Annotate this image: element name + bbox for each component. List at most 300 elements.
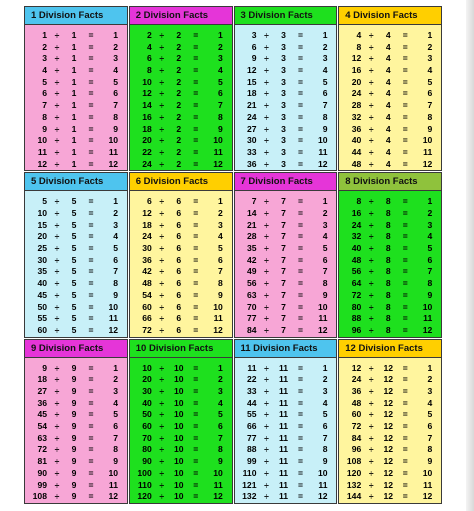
quotient: 11 xyxy=(318,146,328,157)
panel-title: 3 Division Facts xyxy=(235,7,337,25)
divisor: 10 xyxy=(173,479,184,490)
fact-row xyxy=(339,147,441,159)
equals-sign: = xyxy=(193,243,199,254)
quotient: 10 xyxy=(317,301,328,312)
divide-sign: ÷ xyxy=(159,76,165,87)
equals-sign: = xyxy=(88,219,94,230)
dividend: 20 xyxy=(142,374,152,385)
equals-sign: = xyxy=(297,289,304,300)
quotient: 3 xyxy=(427,386,433,397)
equals-sign: = xyxy=(402,491,408,502)
division-panel-1 xyxy=(24,6,128,171)
divide-sign: ÷ xyxy=(54,289,60,300)
divide-sign: ÷ xyxy=(159,289,165,300)
dividend: 77 xyxy=(246,432,257,443)
divisor: 8 xyxy=(385,231,391,242)
divide-sign: ÷ xyxy=(264,196,269,207)
divide-sign: ÷ xyxy=(368,432,374,443)
quotient: 1 xyxy=(322,362,328,373)
equals-sign: = xyxy=(88,301,94,312)
divisor: 7 xyxy=(281,266,286,277)
divide-sign: ÷ xyxy=(368,146,374,157)
divisor: 9 xyxy=(71,444,77,455)
quotient: 6 xyxy=(217,254,223,265)
divisor: 5 xyxy=(71,313,77,324)
equals-sign: = xyxy=(88,53,94,64)
equals-sign: = xyxy=(88,278,94,289)
quotient: 11 xyxy=(108,313,118,324)
quotient: 9 xyxy=(427,289,433,300)
divide-sign: ÷ xyxy=(54,53,60,64)
divisor: 9 xyxy=(71,467,77,478)
divisor: 10 xyxy=(173,456,184,467)
quotient: 10 xyxy=(422,301,433,312)
divisor: 11 xyxy=(278,386,289,397)
fact-row xyxy=(130,112,232,124)
divide-sign: ÷ xyxy=(159,362,165,373)
dividend: 36 xyxy=(351,123,362,134)
divisor: 3 xyxy=(281,88,286,99)
equals-sign: = xyxy=(193,41,199,52)
divisor: 9 xyxy=(71,456,77,467)
dividend: 11 xyxy=(247,362,257,373)
dividend: 110 xyxy=(242,467,257,478)
divide-sign: ÷ xyxy=(159,254,165,265)
divisor: 8 xyxy=(385,324,391,335)
fact-row xyxy=(339,363,441,375)
dividend: 9 xyxy=(42,362,47,373)
equals-sign: = xyxy=(297,409,304,420)
quotient: 4 xyxy=(113,65,118,76)
quotient: 3 xyxy=(113,53,118,64)
fact-row xyxy=(130,386,232,398)
fact-row xyxy=(25,53,127,65)
equals-sign: = xyxy=(193,123,199,134)
divisor: 7 xyxy=(281,324,286,335)
quotient: 2 xyxy=(322,208,328,219)
divisor: 8 xyxy=(385,301,391,312)
divisor: 9 xyxy=(71,491,77,502)
quotient: 12 xyxy=(317,324,328,335)
equals-sign: = xyxy=(297,88,304,99)
dividend: 3 xyxy=(251,30,257,40)
fact-row xyxy=(235,266,337,278)
divide-sign: ÷ xyxy=(264,111,269,122)
fact-row xyxy=(25,65,127,77)
divisor: 11 xyxy=(278,479,289,490)
fact-row xyxy=(339,88,441,100)
fact-row xyxy=(339,30,441,42)
fact-row xyxy=(130,42,232,54)
equals-sign: = xyxy=(297,135,304,146)
divide-sign: ÷ xyxy=(54,301,60,312)
equals-sign: = xyxy=(402,254,408,265)
fact-row xyxy=(235,42,337,54)
equals-sign: = xyxy=(88,100,94,111)
dividend: 4 xyxy=(42,65,47,76)
fact-row xyxy=(235,135,337,147)
fact-row xyxy=(339,409,441,421)
fact-row xyxy=(130,468,232,480)
facts-list xyxy=(235,358,337,503)
dividend: 11 xyxy=(37,146,47,157)
quotient: 6 xyxy=(322,421,328,432)
divisor: 3 xyxy=(281,123,286,134)
quotient: 12 xyxy=(213,491,223,502)
equals-sign: = xyxy=(88,386,94,397)
panel-title: 5 Division Facts xyxy=(25,173,127,191)
fact-row xyxy=(25,159,127,171)
fact-row xyxy=(235,491,337,503)
divisor: 5 xyxy=(71,301,77,312)
divide-sign: ÷ xyxy=(368,123,374,134)
quotient: 7 xyxy=(427,266,433,277)
quotient: 6 xyxy=(427,254,433,265)
fact-row xyxy=(130,88,232,100)
fact-row xyxy=(339,65,441,77)
fact-row xyxy=(25,363,127,375)
divide-sign: ÷ xyxy=(159,208,165,219)
quotient: 12 xyxy=(422,491,433,502)
divisor: 11 xyxy=(278,456,289,467)
quotient: 9 xyxy=(113,289,118,300)
quotient: 12 xyxy=(213,324,223,335)
dividend: 28 xyxy=(246,231,257,242)
quotient: 6 xyxy=(322,254,328,265)
divide-sign: ÷ xyxy=(159,409,165,420)
divide-sign: ÷ xyxy=(264,135,269,146)
dividend: 121 xyxy=(242,479,257,490)
dividend: 50 xyxy=(142,409,152,420)
quotient: 5 xyxy=(427,243,433,254)
fact-row xyxy=(339,255,441,267)
quotient: 7 xyxy=(322,100,328,111)
fact-row xyxy=(235,278,337,290)
equals-sign: = xyxy=(297,53,304,64)
equals-sign: = xyxy=(402,88,408,99)
quotient: 1 xyxy=(113,196,118,207)
divisor: 10 xyxy=(173,467,184,478)
dividend: 20 xyxy=(37,231,47,242)
equals-sign: = xyxy=(402,135,408,146)
equals-sign: = xyxy=(88,111,94,122)
fact-row xyxy=(25,325,127,337)
divide-sign: ÷ xyxy=(264,479,269,490)
divisor: 8 xyxy=(385,266,391,277)
equals-sign: = xyxy=(402,421,408,432)
equals-sign: = xyxy=(297,456,304,467)
quotient: 7 xyxy=(113,432,118,443)
divisor: 10 xyxy=(173,444,184,455)
divisor: 6 xyxy=(176,313,182,324)
dividend: 12 xyxy=(246,65,257,76)
divisor: 3 xyxy=(281,53,286,64)
dividend: 4 xyxy=(356,30,362,40)
division-panel-7 xyxy=(234,172,338,337)
quotient: 7 xyxy=(427,432,433,443)
dividend: 36 xyxy=(351,386,362,397)
quotient: 5 xyxy=(113,243,118,254)
fact-row xyxy=(25,433,127,445)
quotient: 8 xyxy=(217,111,223,122)
dividend: 24 xyxy=(351,219,362,230)
equals-sign: = xyxy=(297,243,304,254)
divisor: 7 xyxy=(281,301,286,312)
quotient: 11 xyxy=(213,146,223,157)
fact-row xyxy=(235,398,337,410)
equals-sign: = xyxy=(297,231,304,242)
divide-sign: ÷ xyxy=(159,324,165,335)
fact-row xyxy=(339,159,441,171)
division-panel-2 xyxy=(129,6,233,171)
fact-row xyxy=(25,255,127,267)
fact-row xyxy=(235,456,337,468)
fact-row xyxy=(339,456,441,468)
divide-sign: ÷ xyxy=(159,479,165,490)
equals-sign: = xyxy=(88,146,94,157)
divisor: 11 xyxy=(278,432,289,443)
equals-sign: = xyxy=(297,386,304,397)
divisor: 1 xyxy=(71,65,77,76)
dividend: 16 xyxy=(351,65,362,76)
equals-sign: = xyxy=(297,41,304,52)
divisor: 3 xyxy=(281,111,286,122)
dividend: 49 xyxy=(246,266,257,277)
divisor: 10 xyxy=(173,374,184,385)
dividend: 48 xyxy=(351,254,362,265)
divide-sign: ÷ xyxy=(54,196,60,207)
divide-sign: ÷ xyxy=(264,243,269,254)
divisor: 10 xyxy=(173,397,184,408)
fact-row xyxy=(130,433,232,445)
equals-sign: = xyxy=(88,254,94,265)
divisor: 7 xyxy=(281,196,286,207)
fact-row xyxy=(25,421,127,433)
divide-sign: ÷ xyxy=(264,208,269,219)
equals-sign: = xyxy=(402,313,408,324)
divide-sign: ÷ xyxy=(368,491,374,502)
divide-sign: ÷ xyxy=(368,30,374,40)
divide-sign: ÷ xyxy=(264,467,269,478)
divide-sign: ÷ xyxy=(54,421,60,432)
divide-sign: ÷ xyxy=(264,289,269,300)
equals-sign: = xyxy=(297,65,304,76)
equals-sign: = xyxy=(88,30,94,40)
panel-title: 2 Division Facts xyxy=(130,7,232,25)
fact-row xyxy=(130,231,232,243)
dividend: 4 xyxy=(146,41,152,52)
quotient: 12 xyxy=(422,324,433,335)
equals-sign: = xyxy=(402,111,408,122)
dividend: 54 xyxy=(37,421,47,432)
quotient: 3 xyxy=(322,386,328,397)
divide-sign: ÷ xyxy=(264,30,269,40)
equals-sign: = xyxy=(193,135,199,146)
fact-row xyxy=(130,30,232,42)
dividend: 132 xyxy=(346,479,362,490)
equals-sign: = xyxy=(88,266,94,277)
equals-sign: = xyxy=(193,301,199,312)
fact-row xyxy=(339,468,441,480)
quotient: 4 xyxy=(113,397,118,408)
division-panel-10 xyxy=(129,339,233,504)
fact-row xyxy=(130,491,232,503)
divide-sign: ÷ xyxy=(159,374,165,385)
divisor: 1 xyxy=(71,146,77,157)
divisor: 6 xyxy=(176,243,182,254)
dividend: 40 xyxy=(351,135,362,146)
facts-list xyxy=(235,25,337,170)
quotient: 6 xyxy=(113,421,118,432)
dividend: 33 xyxy=(246,386,257,397)
divide-sign: ÷ xyxy=(54,456,60,467)
quotient: 8 xyxy=(113,278,118,289)
fact-row xyxy=(25,456,127,468)
dividend: 8 xyxy=(356,41,362,52)
divisor: 9 xyxy=(71,374,77,385)
dividend: 18 xyxy=(246,88,257,99)
dividend: 5 xyxy=(42,76,47,87)
dividend: 3 xyxy=(42,53,47,64)
divide-sign: ÷ xyxy=(264,88,269,99)
divide-sign: ÷ xyxy=(54,397,60,408)
divisor: 6 xyxy=(176,278,182,289)
divide-sign: ÷ xyxy=(368,479,374,490)
fact-row xyxy=(339,374,441,386)
fact-row xyxy=(235,255,337,267)
quotient: 2 xyxy=(427,41,433,52)
equals-sign: = xyxy=(402,266,408,277)
dividend: 6 xyxy=(42,88,47,99)
divide-sign: ÷ xyxy=(54,123,60,134)
equals-sign: = xyxy=(193,219,199,230)
fact-row xyxy=(25,30,127,42)
fact-row xyxy=(25,147,127,159)
quotient: 1 xyxy=(427,30,433,40)
dividend: 27 xyxy=(246,123,257,134)
divisor: 11 xyxy=(278,421,289,432)
quotient: 5 xyxy=(322,409,328,420)
quotient: 1 xyxy=(427,196,433,207)
quotient: 4 xyxy=(217,397,223,408)
fact-row xyxy=(130,374,232,386)
equals-sign: = xyxy=(402,65,408,76)
divide-sign: ÷ xyxy=(159,444,165,455)
divide-sign: ÷ xyxy=(159,135,165,146)
dividend: 24 xyxy=(142,231,152,242)
dividend: 9 xyxy=(251,53,257,64)
dividend: 12 xyxy=(351,53,362,64)
fact-row xyxy=(235,421,337,433)
equals-sign: = xyxy=(193,231,199,242)
divide-sign: ÷ xyxy=(264,41,269,52)
facts-list xyxy=(339,191,441,336)
divide-sign: ÷ xyxy=(54,111,60,122)
equals-sign: = xyxy=(402,30,408,40)
equals-sign: = xyxy=(88,243,94,254)
dividend: 72 xyxy=(351,421,362,432)
quotient: 3 xyxy=(322,219,328,230)
equals-sign: = xyxy=(297,196,304,207)
divide-sign: ÷ xyxy=(368,456,374,467)
divide-sign: ÷ xyxy=(54,324,60,335)
panel-title: 4 Division Facts xyxy=(339,7,441,25)
fact-row xyxy=(235,374,337,386)
division-facts-grid xyxy=(24,6,442,504)
quotient: 3 xyxy=(217,219,223,230)
dividend: 8 xyxy=(42,111,47,122)
fact-row xyxy=(339,77,441,89)
dividend: 36 xyxy=(37,397,47,408)
panel-title: 8 Division Facts xyxy=(339,173,441,191)
equals-sign: = xyxy=(88,491,94,502)
divisor: 4 xyxy=(385,100,391,111)
divisor: 12 xyxy=(383,467,394,478)
facts-list xyxy=(235,191,337,336)
quotient: 3 xyxy=(427,219,433,230)
fact-row xyxy=(339,112,441,124)
equals-sign: = xyxy=(193,432,199,443)
fact-row xyxy=(130,363,232,375)
quotient: 7 xyxy=(113,266,118,277)
divide-sign: ÷ xyxy=(264,65,269,76)
quotient: 9 xyxy=(427,123,433,134)
panel-title: 12 Division Facts xyxy=(339,340,441,358)
fact-row xyxy=(130,196,232,208)
quotient: 12 xyxy=(213,158,223,169)
divisor: 6 xyxy=(176,219,182,230)
divide-sign: ÷ xyxy=(54,158,60,169)
facts-list xyxy=(339,25,441,170)
divisor: 11 xyxy=(278,467,289,478)
divisor: 11 xyxy=(278,444,289,455)
dividend: 72 xyxy=(142,324,152,335)
equals-sign: = xyxy=(402,53,408,64)
equals-sign: = xyxy=(297,158,304,169)
divide-sign: ÷ xyxy=(54,30,60,40)
equals-sign: = xyxy=(402,432,408,443)
dividend: 2 xyxy=(146,30,152,40)
fact-row xyxy=(235,468,337,480)
quotient: 10 xyxy=(422,467,433,478)
quotient: 3 xyxy=(427,53,433,64)
equals-sign: = xyxy=(88,65,94,76)
quotient: 12 xyxy=(422,158,433,169)
divisor: 2 xyxy=(176,123,182,134)
quotient: 1 xyxy=(217,196,223,207)
dividend: 24 xyxy=(142,158,152,169)
fact-row xyxy=(235,290,337,302)
dividend: 10 xyxy=(37,135,47,146)
equals-sign: = xyxy=(88,158,94,169)
equals-sign: = xyxy=(193,266,199,277)
fact-row xyxy=(25,491,127,503)
divisor: 12 xyxy=(383,362,394,373)
divisor: 4 xyxy=(385,30,391,40)
fact-row xyxy=(339,135,441,147)
quotient: 6 xyxy=(217,88,223,99)
divide-sign: ÷ xyxy=(264,53,269,64)
division-panel-9 xyxy=(24,339,128,504)
fact-row xyxy=(339,302,441,314)
divisor: 1 xyxy=(71,100,77,111)
quotient: 11 xyxy=(423,146,433,157)
quotient: 4 xyxy=(322,397,328,408)
divide-sign: ÷ xyxy=(54,76,60,87)
fact-row xyxy=(130,243,232,255)
dividend: 110 xyxy=(137,479,152,490)
dividend: 48 xyxy=(351,158,362,169)
